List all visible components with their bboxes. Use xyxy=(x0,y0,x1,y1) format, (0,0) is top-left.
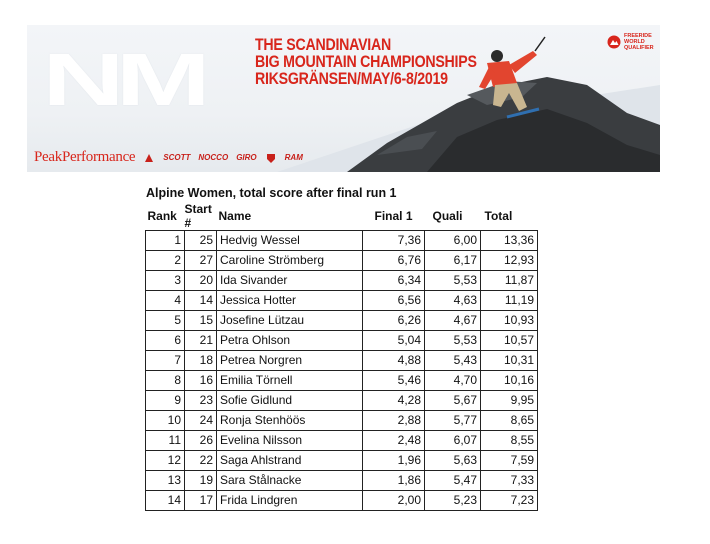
column-header-name: Name xyxy=(218,209,252,223)
table-row xyxy=(146,431,538,451)
quali-score-cell: 5,47 xyxy=(425,471,481,491)
event-title xyxy=(255,37,477,88)
table-row xyxy=(146,311,538,331)
table-row xyxy=(146,351,538,371)
rank-cell: 13 xyxy=(146,471,185,491)
rank-cell: 10 xyxy=(146,411,185,431)
athlete-name-cell: Evelina Nilsson xyxy=(217,431,363,451)
fwq-line: QUALIFIER xyxy=(624,45,654,51)
athlete-name-cell: Josefine Lützau xyxy=(217,311,363,331)
athlete-name-cell: Saga Ahlstrand xyxy=(217,451,363,471)
total-score-cell: 13,36 xyxy=(481,231,538,251)
quali-score-cell: 5,67 xyxy=(425,391,481,411)
rank-cell: 9 xyxy=(146,391,185,411)
start-number-cell: 19 xyxy=(185,471,217,491)
final1-score-cell: 1,96 xyxy=(363,451,425,471)
column-header-start: Start # xyxy=(184,202,212,230)
final1-score-cell: 6,34 xyxy=(363,271,425,291)
start-number-cell: 15 xyxy=(185,311,217,331)
sponsor-scott: SCOTT xyxy=(163,153,191,162)
quali-score-cell: 4,70 xyxy=(425,371,481,391)
quali-score-cell: 4,67 xyxy=(425,311,481,331)
start-number-cell: 24 xyxy=(185,411,217,431)
column-header-quali: Quali xyxy=(432,209,463,223)
start-number-cell: 16 xyxy=(185,371,217,391)
column-header-total: Total xyxy=(484,209,513,223)
event-banner xyxy=(27,25,660,172)
start-number-cell: 23 xyxy=(185,391,217,411)
final1-score-cell: 4,88 xyxy=(363,351,425,371)
results-table-section xyxy=(145,184,538,511)
athlete-name-cell: Petrea Norgren xyxy=(217,351,363,371)
total-score-cell: 8,55 xyxy=(481,431,538,451)
total-score-cell: 10,31 xyxy=(481,351,538,371)
final1-score-cell: 6,26 xyxy=(363,311,425,331)
start-number-cell: 20 xyxy=(185,271,217,291)
table-row xyxy=(146,371,538,391)
total-score-cell: 11,87 xyxy=(481,271,538,291)
table-row xyxy=(146,391,538,411)
sponsor-ram: RAM xyxy=(284,153,303,162)
table-row xyxy=(146,271,538,291)
quali-score-cell: 6,17 xyxy=(425,251,481,271)
rank-cell: 12 xyxy=(146,451,185,471)
start-number-cell: 27 xyxy=(185,251,217,271)
freeride-world-qualifier-badge xyxy=(607,33,654,51)
quali-score-cell: 4,63 xyxy=(425,291,481,311)
quali-score-cell: 5,53 xyxy=(425,331,481,351)
athlete-name-cell: Hedvig Wessel xyxy=(217,231,363,251)
table-row xyxy=(146,291,538,311)
total-score-cell: 11,19 xyxy=(481,291,538,311)
final1-score-cell: 5,04 xyxy=(363,331,425,351)
table-row xyxy=(146,471,538,491)
athlete-name-cell: Sofie Gidlund xyxy=(217,391,363,411)
quali-score-cell: 6,07 xyxy=(425,431,481,451)
athlete-name-cell: Emilia Törnell xyxy=(217,371,363,391)
rank-cell: 8 xyxy=(146,371,185,391)
quali-score-cell: 5,23 xyxy=(425,491,481,511)
event-title-line: BIG MOUNTAIN CHAMPIONSHIPS xyxy=(255,53,477,71)
quali-score-cell: 5,53 xyxy=(425,271,481,291)
table-title: Alpine Women, total score after final run 1 xyxy=(146,186,397,200)
rank-cell: 1 xyxy=(146,231,185,251)
rank-cell: 3 xyxy=(146,271,185,291)
start-number-cell: 21 xyxy=(185,331,217,351)
start-number-cell: 17 xyxy=(185,491,217,511)
start-number-cell: 18 xyxy=(185,351,217,371)
sponsor-strip xyxy=(34,149,303,166)
shield-logo-icon xyxy=(265,152,277,164)
start-number-cell: 25 xyxy=(185,231,217,251)
quali-score-cell: 5,43 xyxy=(425,351,481,371)
athlete-name-cell: Sara Stålnacke xyxy=(217,471,363,491)
start-number-cell: 22 xyxy=(185,451,217,471)
final1-score-cell: 6,56 xyxy=(363,291,425,311)
table-row xyxy=(146,411,538,431)
event-title-line: RIKSGRÄNSEN/MAY/6-8/2019 xyxy=(255,70,448,88)
rank-cell: 2 xyxy=(146,251,185,271)
athlete-name-cell: Jessica Hotter xyxy=(217,291,363,311)
total-score-cell: 7,23 xyxy=(481,491,538,511)
quali-score-cell: 5,77 xyxy=(425,411,481,431)
rank-cell: 4 xyxy=(146,291,185,311)
total-score-cell: 12,93 xyxy=(481,251,538,271)
sponsor-giro: GIRO xyxy=(236,153,257,162)
final1-score-cell: 4,28 xyxy=(363,391,425,411)
athlete-name-cell: Frida Lindgren xyxy=(217,491,363,511)
total-score-cell: 10,16 xyxy=(481,371,538,391)
final1-score-cell: 2,88 xyxy=(363,411,425,431)
rank-cell: 5 xyxy=(146,311,185,331)
final1-score-cell: 1,86 xyxy=(363,471,425,491)
final1-score-cell: 2,00 xyxy=(363,491,425,511)
quali-score-cell: 5,63 xyxy=(425,451,481,471)
sponsor-nocco: NOCCO xyxy=(198,153,229,162)
final1-score-cell: 5,46 xyxy=(363,371,425,391)
event-title-line: THE SCANDINAVIAN xyxy=(255,36,391,54)
total-score-cell: 10,93 xyxy=(481,311,538,331)
fwq-line: WORLD xyxy=(624,39,645,45)
final1-score-cell: 6,76 xyxy=(363,251,425,271)
final1-score-cell: 2,48 xyxy=(363,431,425,451)
fwq-mountain-icon xyxy=(607,35,621,49)
table-header-row xyxy=(146,202,538,231)
column-header-final1: Final 1 xyxy=(374,209,413,223)
rank-cell: 6 xyxy=(146,331,185,351)
rank-cell: 14 xyxy=(146,491,185,511)
athlete-name-cell: Ronja Stenhöös xyxy=(217,411,363,431)
start-number-cell: 14 xyxy=(185,291,217,311)
table-row xyxy=(146,451,538,471)
athlete-name-cell: Petra Ohlson xyxy=(217,331,363,351)
table-row xyxy=(146,231,538,251)
fwq-line: FREERIDE xyxy=(624,33,652,39)
total-score-cell: 8,65 xyxy=(481,411,538,431)
start-number-cell: 26 xyxy=(185,431,217,451)
table-row xyxy=(146,491,538,511)
total-score-cell: 7,59 xyxy=(481,451,538,471)
results-table xyxy=(145,202,538,511)
athlete-name-cell: Ida Sivander xyxy=(217,271,363,291)
sponsor-peakperformance: PeakPerformance xyxy=(34,149,136,165)
scott-logo-icon xyxy=(143,152,155,164)
rank-cell: 11 xyxy=(146,431,185,451)
table-row xyxy=(146,331,538,351)
final1-score-cell: 7,36 xyxy=(363,231,425,251)
nm-logo: NM xyxy=(42,38,202,121)
total-score-cell: 7,33 xyxy=(481,471,538,491)
total-score-cell: 9,95 xyxy=(481,391,538,411)
column-header-rank: Rank xyxy=(147,209,177,223)
total-score-cell: 10,57 xyxy=(481,331,538,351)
table-row xyxy=(146,251,538,271)
athlete-name-cell: Caroline Strömberg xyxy=(217,251,363,271)
rank-cell: 7 xyxy=(146,351,185,371)
quali-score-cell: 6,00 xyxy=(425,231,481,251)
